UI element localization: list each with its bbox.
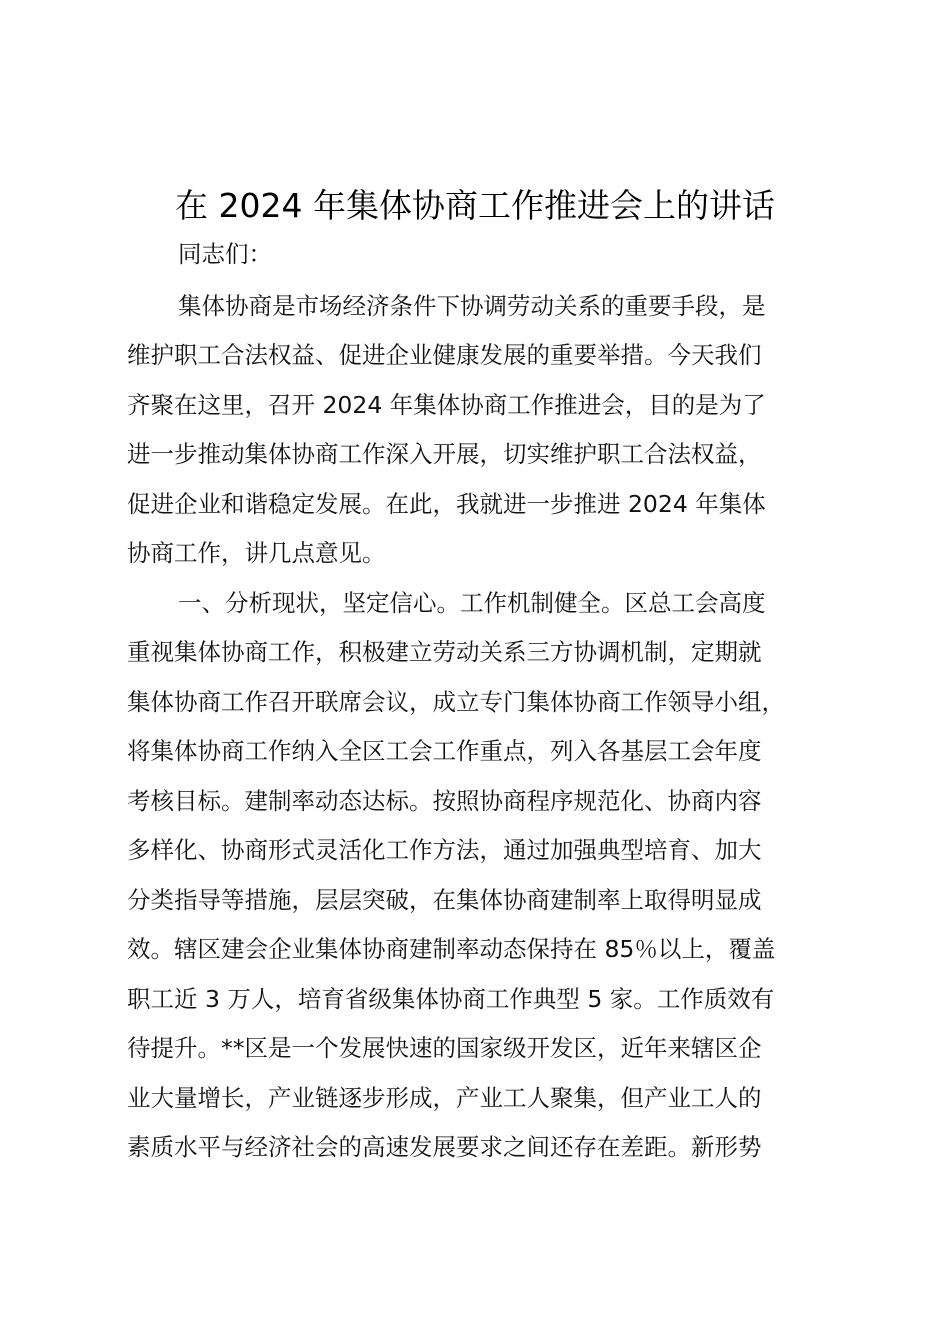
paragraph-line: 一、分析现状，坚定信心。工作机制健全。区总工会高度 [178,588,766,617]
document-title: 在 2024 年集体协商工作推进会上的讲话 [175,186,775,225]
paragraph-line: 促进企业和谐稳定发展。在此，我就进一步推进 2024 年集体 [127,489,766,518]
paragraph-line: 集体协商是市场经济条件下协调劳动关系的重要手段，是 [178,291,766,320]
paragraph-line: 维护职工合法权益、促进企业健康发展的重要举措。今天我们 [127,341,762,369]
paragraph-line: 将集体协商工作纳入全区工会工作重点，列入各基层工会年度 [127,737,762,765]
paragraph-line: 多样化、协商形式灵活化工作方法，通过加强典型培育、加大 [127,836,762,864]
paragraph-line: 集体协商工作召开联席会议，成立专门集体协商工作领导小组， [127,687,785,716]
paragraph-line: 素质水平与经济社会的高速发展要求之间还存在差距。新形势 [127,1133,762,1161]
document-body [127,230,857,1173]
paragraph-line: 进一步推动集体协商工作深入开展，切实维护职工合法权益， [127,440,762,468]
paragraph-line: 重视集体协商工作，积极建立劳动关系三方协调机制，定期就 [127,638,762,666]
paragraph-line: 齐聚在这里，召开 2024 年集体协商工作推进会，目的是为了 [127,390,766,419]
paragraph-line: 效。辖区建会企业集体协商建制率动态保持在 85％以上，覆盖 [127,935,776,963]
paragraph-line: 业大量增长，产业链逐步形成，产业工人聚集，但产业工人的 [127,1083,762,1112]
paragraph-line: 职工近 3 万人，培育省级集体协商工作典型 5 家。工作质效有 [127,984,775,1013]
paragraph-line: 待提升。**区是一个发展快速的国家级开发区，近年来辖区企 [127,1034,762,1062]
paragraph-line: 分类指导等措施，层层突破，在集体协商建制率上取得明显成 [127,885,762,914]
paragraph-line: 考核目标。建制率动态达标。按照协商程序规范化、协商内容 [127,786,762,815]
salutation: 同志们： [178,240,272,268]
paragraph-line: 协商工作，讲几点意见。 [127,539,386,567]
